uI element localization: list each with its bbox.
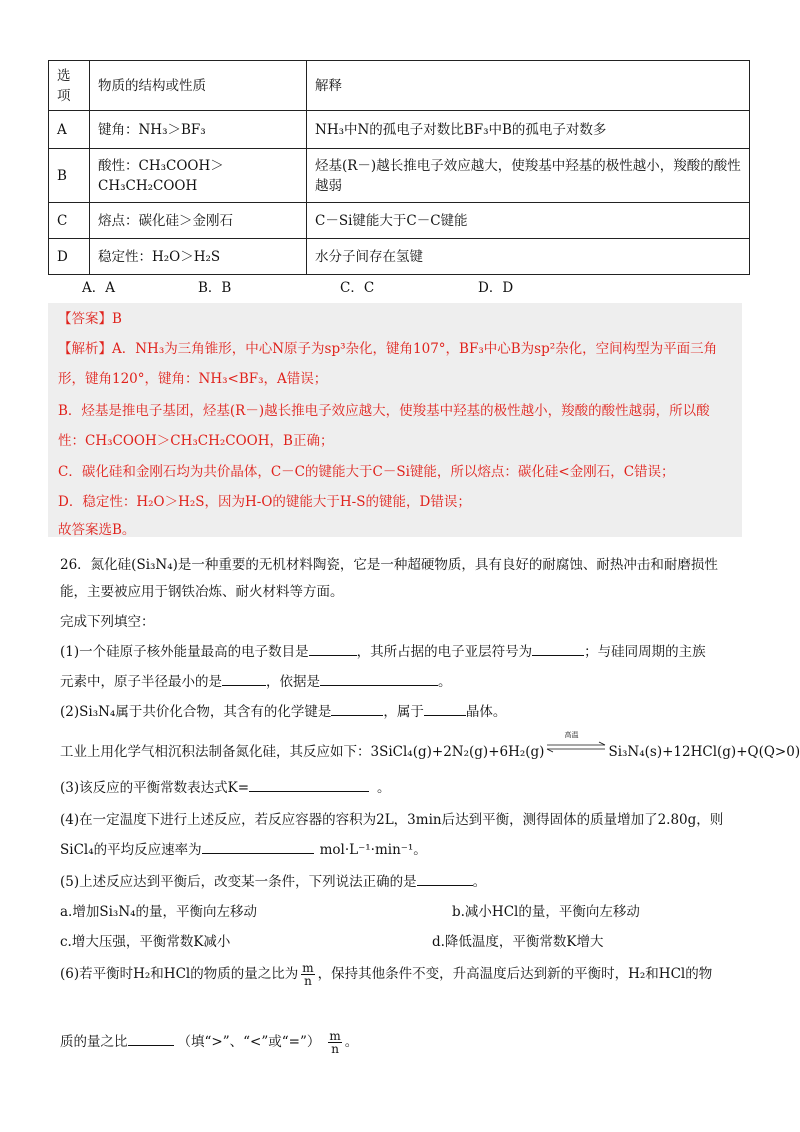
table-row: [49, 203, 750, 239]
q6-text: （填“>”、“<”或“=”）: [177, 1034, 321, 1050]
q6-text: ，保持其他条件不变，升高温度后达到新的平衡时，H₂和HCl的物: [317, 966, 713, 982]
fraction-denominator: n: [331, 1042, 339, 1056]
answer-blank[interactable]: [128, 1031, 174, 1046]
header-explanation: 解释: [307, 61, 750, 111]
q1-text: ，其所占据的电子亚层符号为: [356, 644, 533, 660]
q1-text: ；与硅同周期的主族: [584, 644, 706, 660]
table-row: [49, 149, 750, 203]
q5-line: [60, 870, 486, 890]
q4-text: SiCl₄的平均反应速率为: [60, 842, 202, 858]
q5-text: 。: [472, 874, 487, 890]
fraction-m-over-n: [328, 1030, 341, 1055]
row-option: A: [49, 111, 90, 149]
reaction-text: 工业上用化学气相沉积法制备氮化硅，其反应如下：: [60, 744, 371, 760]
answer-line: [58, 307, 122, 327]
answer-label: 【答案】: [58, 311, 112, 327]
reaction-reactants: 3SiCl₄(g)+2N₂(g)+6H₂(g): [370, 744, 545, 760]
q4-line2: [60, 838, 427, 858]
answer-blank[interactable]: [309, 641, 357, 656]
row-option: C: [49, 203, 90, 239]
analysis-text: A．NH₃为三角锥形，中心N原子为sp³杂化，键角107°，BF₃中心B为sp²杂化，空间构型为平面三角: [112, 341, 718, 357]
equilibrium-arrow-icon: [544, 740, 608, 754]
q3-line: [60, 776, 391, 796]
choice-b: B．B: [198, 280, 232, 296]
row-option: D: [49, 239, 90, 275]
fraction-numerator: m: [329, 1029, 341, 1043]
choice-c: C．C: [340, 280, 375, 296]
row-explanation: 水分子间存在氢键: [307, 239, 750, 275]
q2-text: ，属于: [383, 704, 424, 720]
analysis-line: D．稳定性：H₂O＞H₂S，因为H-O的键能大于H-S的键能，D错误；: [58, 494, 471, 510]
q6-line1: [60, 962, 712, 987]
q4-line1: (4)在一定温度下进行上述反应，若反应容器的容积为2L，3min后达到平衡，测得固体的质量增加了2.80g，则: [60, 812, 724, 828]
analysis-line: 形，键角120°，键角：NH₃<BF₃，A错误；: [58, 371, 328, 387]
q4-text: mol·L⁻¹·min⁻¹。: [319, 842, 427, 858]
q1-line1: [60, 640, 706, 660]
q1-text: (1)一个硅原子核外能量最高的电子数目是: [60, 644, 309, 660]
row-structure: 稳定性：H₂O＞H₂S: [90, 239, 307, 275]
table-header-row: [49, 61, 750, 111]
q5-text: (5)上述反应达到平衡后，改变某一条件，下列说法正确的是: [60, 874, 417, 890]
q6-text: 质的量之比: [60, 1034, 128, 1050]
q2-line: [60, 700, 506, 720]
answer-blank[interactable]: [202, 839, 314, 854]
answer-blank[interactable]: [331, 701, 383, 716]
answer-blank[interactable]: [417, 871, 473, 886]
q1-text: 。: [438, 674, 452, 690]
answer-blank[interactable]: [222, 671, 266, 686]
reaction-products: Si₃N₄(s)+12HCl(g)+Q(Q>0): [608, 744, 800, 760]
q5-option-a: a.增加Si₃N₄的量，平衡向左移动: [60, 904, 258, 920]
answer-value: B: [112, 311, 122, 327]
q5-option-b: b.减小HCl的量，平衡向左移动: [452, 904, 640, 920]
q6-line2: [60, 1030, 358, 1055]
fraction-m-over-n: [301, 962, 314, 987]
q1-text: 元素中，原子半径最小的是: [60, 674, 222, 690]
analysis-line: [58, 337, 717, 357]
answer-blank[interactable]: [532, 641, 584, 656]
table-row: [49, 239, 750, 275]
q5-option-c: c.增大压强，平衡常数K减小: [60, 934, 231, 950]
q26-intro-line2: 能，主要被应用于钢铁冶炼、耐火材料等方面。: [60, 584, 344, 600]
fraction-denominator: n: [304, 974, 312, 988]
q2-text: 晶体。: [465, 704, 507, 720]
answer-box: [48, 303, 742, 537]
choice-d: D．D: [478, 280, 514, 296]
equilibrium-arrow: [544, 731, 608, 756]
q3-text: 。: [377, 780, 391, 796]
q1-line2: [60, 670, 452, 690]
q6-text: (6)若平衡时H₂和HCl的物质的量之比为: [60, 966, 299, 982]
fraction-numerator: m: [302, 961, 314, 975]
analysis-line: 故答案选B。: [58, 522, 136, 538]
analysis-label: 【解析】: [58, 341, 112, 357]
row-option: B: [49, 149, 90, 203]
row-explanation: C－Si键能大于C－C键能: [307, 203, 750, 239]
header-option: 选项: [49, 61, 90, 111]
table-row: [49, 111, 750, 149]
q26-intro-line1: 26．氮化硅(Si₃N₄)是一种重要的无机材料陶瓷，它是一种超硬物质，具有良好的耐腐蚀、耐热冲击和耐磨损性: [60, 557, 718, 573]
question-table: [48, 60, 750, 275]
row-structure: 熔点：碳化硅＞金刚石: [90, 203, 307, 239]
header-structure: 物质的结构或性质: [90, 61, 307, 111]
q3-text: (3)该反应的平衡常数表达式K=: [60, 780, 250, 796]
q1-text: ，依据是: [266, 674, 320, 690]
row-structure: 酸性：CH₃COOH＞CH₃CH₂COOH: [90, 149, 307, 203]
answer-blank[interactable]: [424, 701, 466, 716]
q2-text: (2)Si₃N₄属于共价化合物，其含有的化学键是: [60, 704, 332, 720]
row-structure: 键角：NH₃＞BF₃: [90, 111, 307, 149]
answer-blank[interactable]: [320, 671, 438, 686]
reaction-line: [60, 731, 800, 760]
reaction-condition: 高温: [564, 731, 579, 739]
row-explanation: NH₃中N的孤电子对数比BF₃中B的孤电子对数多: [307, 111, 750, 149]
row-explanation: 烃基(R－)越长推电子效应越大，使羧基中羟基的极性越小，羧酸的酸性越弱: [307, 149, 750, 203]
q26-fill-prompt: 完成下列填空：: [60, 614, 155, 630]
q6-text: 。: [344, 1034, 359, 1050]
analysis-line: B．烃基是推电子基团，烃基(R－)越长推电子效应越大，使羧基中羟基的极性越小，羧酸的酸性越弱，所以酸: [58, 403, 710, 419]
analysis-line: 性：CH₃COOH＞CH₃CH₂COOH，B正确；: [58, 433, 334, 449]
choice-a: A．A: [82, 280, 115, 296]
answer-blank[interactable]: [249, 777, 369, 792]
q5-option-d: d.降低温度，平衡常数K增大: [432, 934, 604, 950]
analysis-line: C．碳化硅和金刚石均为共价晶体，C－C的键能大于C－Si键能，所以熔点：碳化硅<金刚石，C错误；: [58, 464, 675, 480]
